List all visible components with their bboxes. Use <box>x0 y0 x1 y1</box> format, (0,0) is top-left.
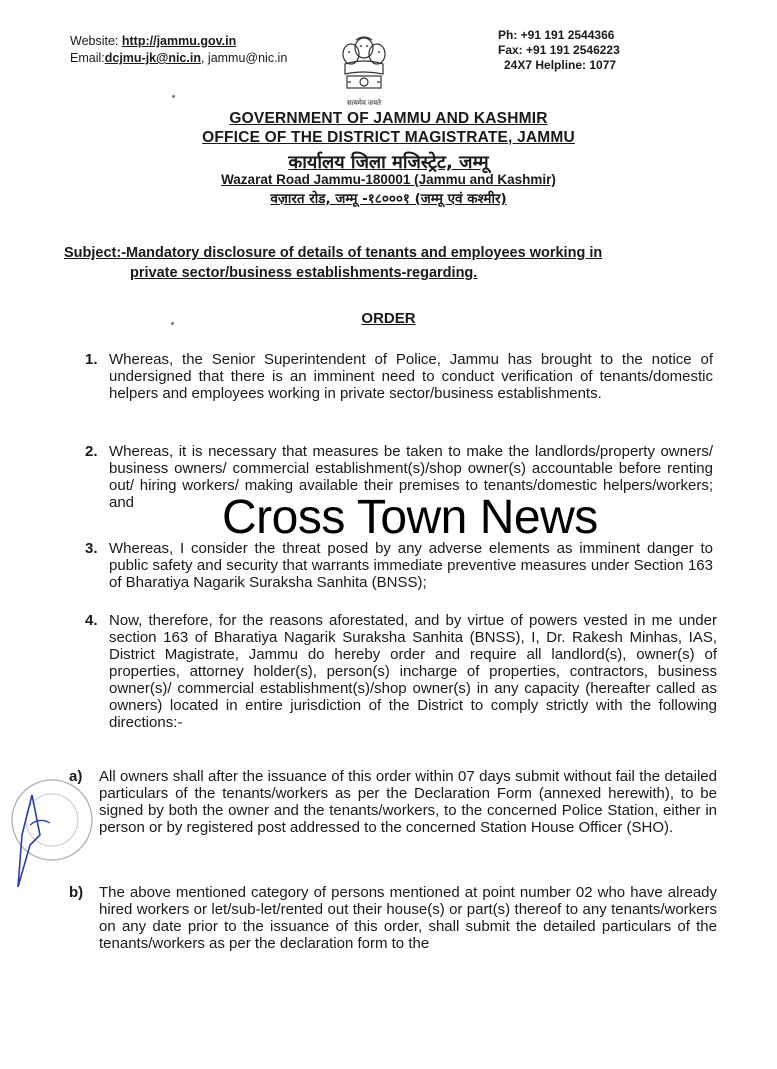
fax-number: Fax: +91 191 2546223 <box>498 43 620 57</box>
paragraph-text: Whereas, the Senior Superintendent of Police, Jammu has brought to the notice of undersigned that there is an imminent need to conduct verification of tenants/domestic helpers and employees working in private sector/business establishments. <box>109 351 713 402</box>
subject-line-1: Subject:-Mandatory disclosure of details of tenants and employees working in <box>64 245 603 261</box>
subject-block <box>64 243 714 283</box>
subject-label: Subject <box>64 245 117 261</box>
direction-a <box>69 768 717 836</box>
speck <box>172 95 175 98</box>
contact-block <box>70 33 287 67</box>
office-address: Wazarat Road Jammu-180001 (Jammu and Kashmir) <box>221 172 556 187</box>
website-link[interactable]: http://jammu.gov.in <box>121 34 237 48</box>
website-line: Website: http://jammu.gov.in <box>70 34 237 48</box>
paragraph-1 <box>85 351 713 402</box>
watermark: Cross Town News <box>222 491 598 544</box>
phone-number: Ph: +91 191 2544366 <box>498 28 615 42</box>
paragraph-number: 3. <box>85 540 98 557</box>
direction-label: b) <box>69 884 84 901</box>
direction-text: The above mentioned category of persons mentioned at point number 02 who have already hired workers or let/sub-let/rented out their house(s) or part(s) thereof to any tenants/workers on any date prior to the issuance of this order, shall submit the detailed particulars of the tenants/workers as per the declaration form to the <box>99 884 717 952</box>
email-line: Email:dcjmu-jk@nic.in, jammu@nic.in <box>70 51 288 65</box>
emblem-motto: सत्यमेव जयते <box>346 100 382 107</box>
email-link[interactable]: dcjmu-jk@nic.in <box>104 51 201 65</box>
paragraph-number: 1. <box>85 351 98 368</box>
helpline-number: 24X7 Helpline: 1077 <box>504 58 617 72</box>
paragraph-text: Whereas, I consider the threat posed by any adverse elements as imminent danger to public safety and security that warrants immediate preventive measures under Section 163 of Bharatiya Nagarik Suraksha Sanhita (BNSS); <box>109 540 713 591</box>
paragraph-3 <box>85 540 713 591</box>
order-heading: ORDER <box>361 310 416 327</box>
paragraph-text: Now, therefore, for the reasons aforestated, and by virtue of powers vested in me under section 163 of Bharatiya Nagarik Suraksha Sanhita (BNSS), I, Dr. Rakesh Minhas, IAS, District Magistrate, Jammu do hereby order and require all landlord(s), owner(s) of properties, attorney holder(s), person(s) incharge of properties, contractors, business owner(s)/ commercial establishment(s)/shop owner(s) in any capacity (hereafter called as owners) located in entire jurisdiction of the District to comply strictly with the following directions:- <box>109 612 717 731</box>
office-title-hindi: कार्यालय जिला मजिस्ट्रेट, जम्मू <box>288 152 489 173</box>
paragraph-text: Whereas, it is necessary that measures be taken to make the landlords/property owners/ business owners/ commercial establishment(s)/shop owner(s) accountable before renting out/ hiring workers/ making available their premises to tenants/domestic helpers/workers; and <box>109 443 713 511</box>
direction-text: All owners shall after the issuance of this order within 07 days submit without fail the detailed particulars of the tenants/workers as per the Declaration Form (annexed herewith), to be signed by both the owner and the tenants/workers, to the concerned Police Station, either in person or by registered post addressed to the concerned Station House Officer (SHO). <box>99 768 717 836</box>
direction-label: a) <box>69 768 83 785</box>
office-stamp-icon <box>0 765 95 890</box>
direction-b <box>69 884 717 952</box>
paragraph-4 <box>85 612 717 731</box>
phone-block <box>498 28 620 73</box>
email-secondary[interactable]: , jammu@nic.in <box>200 51 288 65</box>
office-title: OFFICE OF THE DISTRICT MAGISTRATE, JAMMU <box>202 129 575 146</box>
subject-line-2: private sector/business establishments-regarding. <box>130 265 478 281</box>
office-address-hindi: वज़ारत रोड, जम्मू -१८०००१ (जम्मू एवं कश्मीर) <box>270 191 507 207</box>
ashoka-emblem-icon <box>331 30 397 110</box>
paragraph-number: 4. <box>85 612 98 629</box>
paragraph-number: 2. <box>85 443 98 460</box>
government-title: GOVERNMENT OF JAMMU AND KASHMIR <box>229 110 548 127</box>
